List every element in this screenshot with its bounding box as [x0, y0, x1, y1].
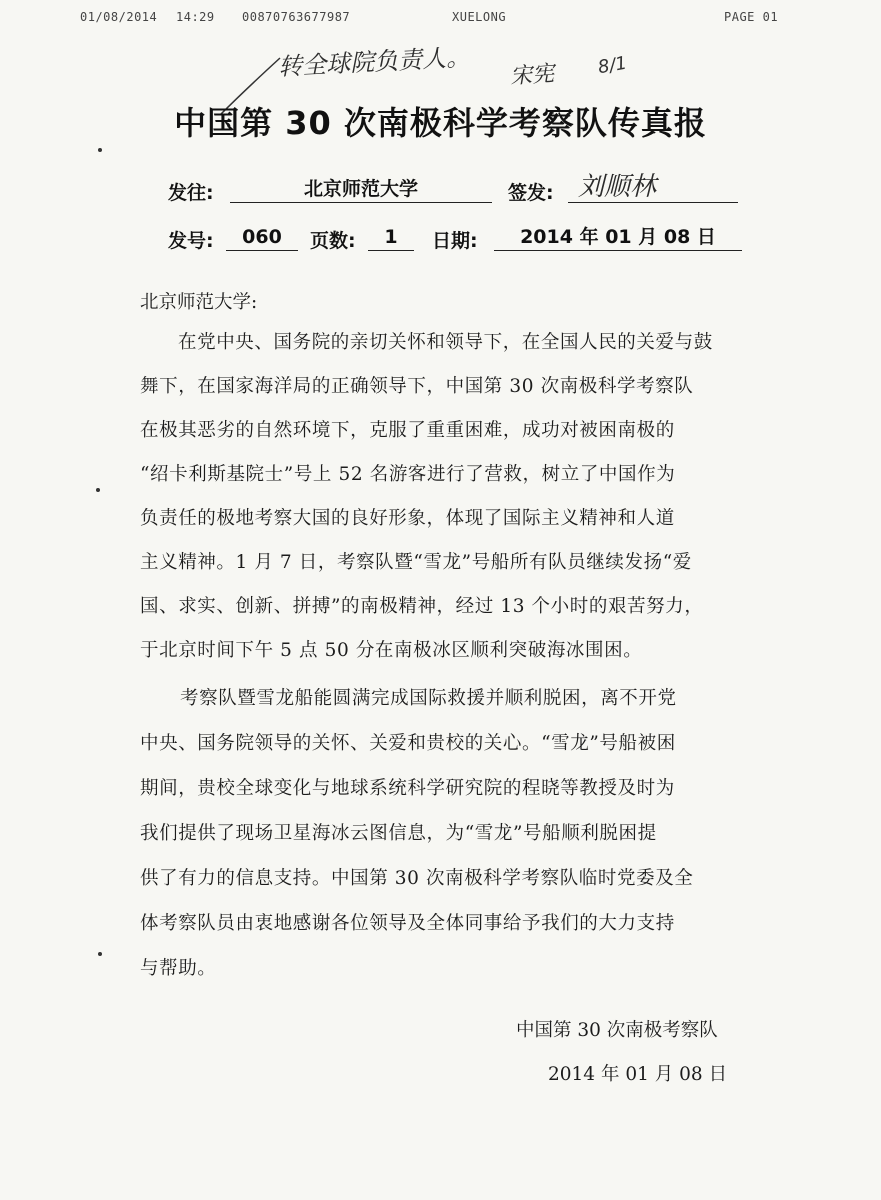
- pages-value: 1: [368, 224, 414, 251]
- meta-row: [168, 226, 768, 256]
- handwritten-signature: 宋宪: [509, 61, 555, 90]
- signed-value: 刘顺林: [578, 172, 657, 202]
- body-line: 在极其恶劣的自然环境下，克服了重重困难，成功对被困南极的: [140, 420, 675, 441]
- signed-label: 签发:: [508, 182, 554, 204]
- body-line: “绍卡利斯基院士”号上 52 名游客进行了营救，树立了中国作为: [140, 464, 676, 485]
- fax-transmission-header: [80, 10, 841, 30]
- body-line: 考察队暨雪龙船能圆满完成国际救援并顺利脱困，离不开党: [180, 688, 677, 709]
- body-line: 我们提供了现场卫星海冰云图信息，为“雪龙”号船顺利脱困提: [140, 823, 657, 844]
- handwritten-date-mark: 8/1: [596, 52, 629, 79]
- date-value: 2014 年 01 月 08 日: [494, 224, 742, 251]
- to-label: 发往:: [168, 182, 214, 204]
- body-line: 在党中央、国务院的亲切关怀和领导下，在全国人民的关爱与鼓: [178, 332, 713, 353]
- date-label: 日期:: [432, 230, 478, 252]
- body-line: 期间，贵校全球变化与地球系统科学研究院的程晓等教授及时为: [140, 778, 675, 799]
- fax-date: 01/08/2014: [80, 10, 158, 24]
- scan-speck: [98, 148, 102, 152]
- signature-org: 中国第 30 次南极考察队: [516, 1020, 718, 1041]
- body-line: 供了有力的信息支持。中国第 30 次南极科学考察队临时党委及全: [140, 868, 694, 889]
- number-label: 发号:: [168, 230, 214, 252]
- body-line: 于北京时间下午 5 点 50 分在南极冰区顺利突破海冰围困。: [140, 640, 643, 661]
- scan-speck: [96, 488, 100, 492]
- body-line: 中央、国务院领导的关怀、关爱和贵校的关心。“雪龙”号船被困: [140, 733, 676, 754]
- body-line: 体考察队员由衷地感谢各位领导及全体同事给予我们的大力支持: [140, 913, 675, 934]
- scan-speck: [98, 952, 102, 956]
- number-value: 060: [226, 224, 298, 251]
- handwritten-note: 转全球院负责人。: [277, 42, 471, 82]
- salutation: 北京师范大学:: [140, 292, 258, 313]
- to-value: 北京师范大学: [230, 176, 492, 203]
- signature-date: 2014 年 01 月 08 日: [548, 1064, 728, 1085]
- body-line: 与帮助。: [140, 958, 217, 979]
- body-line: 国、求实、创新、拼搏”的南极精神，经过 13 个小时的艰苦努力，: [140, 596, 704, 617]
- body-line: 负责任的极地考察大国的良好形象，体现了国际主义精神和人道: [140, 508, 675, 529]
- pages-label: 页数:: [310, 230, 356, 252]
- fax-page-number: PAGE 01: [724, 10, 779, 24]
- fax-number: 00870763677987: [242, 10, 351, 24]
- document-title: 中国第 30 次南极科学考察队传真报: [174, 104, 707, 142]
- body-line: 舞下，在国家海洋局的正确领导下，中国第 30 次南极科学考察队: [140, 376, 694, 397]
- body-line: 主义精神。1 月 7 日，考察队暨“雪龙”号船所有队员继续发扬“爱: [140, 552, 692, 573]
- recipient-row: [168, 172, 768, 208]
- fax-station: XUELONG: [452, 10, 507, 24]
- fax-time: 14:29: [176, 10, 215, 24]
